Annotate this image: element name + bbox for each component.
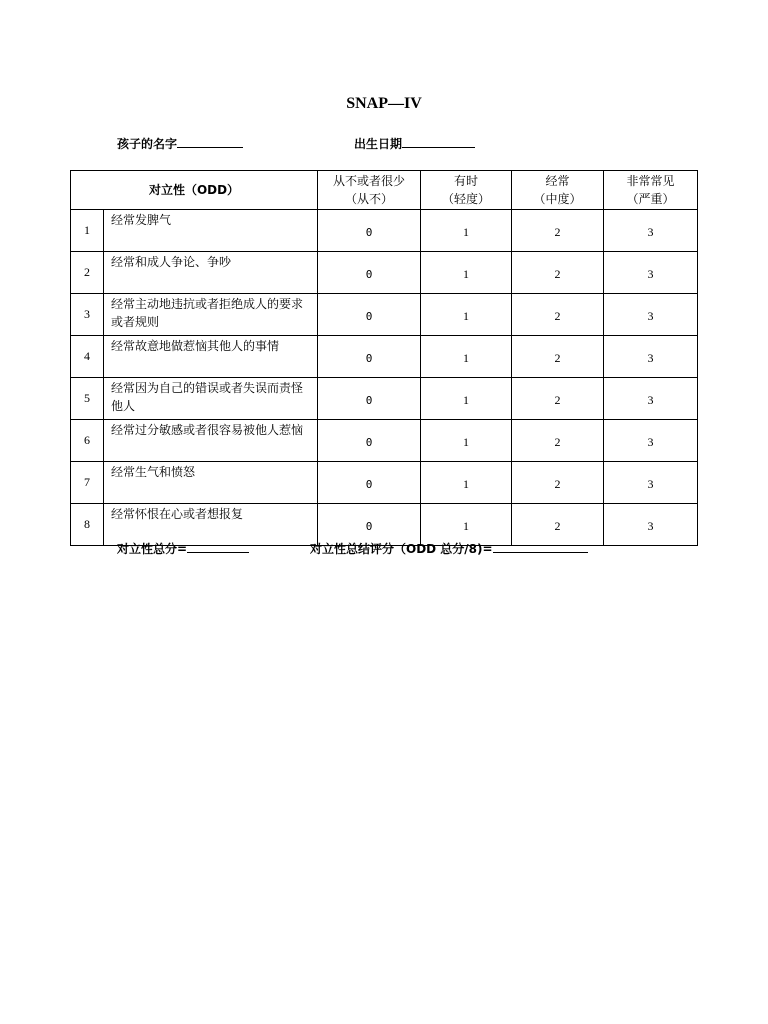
total-score-field[interactable] [117, 540, 249, 557]
item-number: 5 [71, 378, 104, 420]
score-option-1[interactable]: 1 [421, 504, 512, 546]
item-text: 经常故意地做惹恼其他人的事情 [104, 336, 318, 378]
table-row [71, 420, 698, 462]
score-option-3[interactable]: 3 [604, 462, 698, 504]
page-title: SNAP—IV [346, 95, 422, 112]
child-name-field[interactable] [117, 135, 243, 152]
score-option-1[interactable]: 1 [421, 252, 512, 294]
score-option-0[interactable]: 0 [318, 336, 421, 378]
summary-score-field[interactable] [310, 540, 588, 557]
column-header-very-often [604, 171, 698, 210]
score-option-0[interactable]: 0 [318, 462, 421, 504]
item-number: 7 [71, 462, 104, 504]
item-number: 6 [71, 420, 104, 462]
score-option-2[interactable]: 2 [512, 210, 604, 252]
column-header-line: 非常常见 [626, 174, 675, 188]
birth-date-field[interactable] [354, 135, 475, 152]
score-option-1[interactable]: 1 [421, 294, 512, 336]
child-name-blank[interactable] [177, 136, 243, 148]
score-option-0[interactable]: 0 [318, 252, 421, 294]
column-header-line: 经常 [545, 174, 570, 188]
birth-date-label: 出生日期 [354, 137, 403, 151]
item-text: 经常主动地违抗或者拒绝成人的要求或者规则 [104, 294, 318, 336]
total-score-label: 对立性总分= [117, 542, 188, 556]
score-option-0[interactable]: 0 [318, 294, 421, 336]
summary-score-blank[interactable] [493, 541, 588, 553]
score-option-3[interactable]: 3 [604, 210, 698, 252]
item-text: 经常怀恨在心或者想报复 [104, 504, 318, 546]
score-option-0[interactable]: 0 [318, 504, 421, 546]
score-option-2[interactable]: 2 [512, 378, 604, 420]
item-text: 经常和成人争论、争吵 [104, 252, 318, 294]
table-row [71, 294, 698, 336]
column-header-often [512, 171, 604, 210]
item-text: 经常因为自己的错误或者失误而责怪他人 [104, 378, 318, 420]
score-option-1[interactable]: 1 [421, 420, 512, 462]
table-header-row [71, 171, 698, 210]
table-row [71, 336, 698, 378]
column-header-sub: （轻度） [441, 192, 490, 206]
table-row [71, 378, 698, 420]
score-option-3[interactable]: 3 [604, 420, 698, 462]
score-option-3[interactable]: 3 [604, 378, 698, 420]
table-row [71, 252, 698, 294]
score-option-2[interactable]: 2 [512, 294, 604, 336]
item-number: 1 [71, 210, 104, 252]
score-option-2[interactable]: 2 [512, 336, 604, 378]
score-option-0[interactable]: 0 [318, 420, 421, 462]
child-name-label: 孩子的名字 [117, 137, 178, 151]
score-option-1[interactable]: 1 [421, 462, 512, 504]
table-row [71, 210, 698, 252]
score-option-1[interactable]: 1 [421, 336, 512, 378]
total-score-blank[interactable] [187, 541, 249, 553]
score-option-0[interactable]: 0 [318, 378, 421, 420]
birth-date-blank[interactable] [402, 136, 475, 148]
column-header-line: 有时 [453, 174, 478, 188]
table-row [71, 462, 698, 504]
item-number: 3 [71, 294, 104, 336]
odd-rating-table [70, 170, 698, 546]
score-option-1[interactable]: 1 [421, 378, 512, 420]
column-header-sub: （严重） [626, 192, 675, 206]
score-option-2[interactable]: 2 [512, 252, 604, 294]
score-option-2[interactable]: 2 [512, 462, 604, 504]
score-option-2[interactable]: 2 [512, 420, 604, 462]
column-header-sub: （中度） [533, 192, 582, 206]
item-number: 2 [71, 252, 104, 294]
summary-score-label: 对立性总结评分（ODD 总分/8)= [310, 542, 493, 556]
column-header-sub: （从不） [344, 192, 393, 206]
score-option-1[interactable]: 1 [421, 210, 512, 252]
column-header-line: 从不或者很少 [332, 174, 405, 188]
item-text: 经常生气和愤怒 [104, 462, 318, 504]
item-number: 4 [71, 336, 104, 378]
column-header-sometimes [421, 171, 512, 210]
item-text: 经常发脾气 [104, 210, 318, 252]
score-option-3[interactable]: 3 [604, 336, 698, 378]
score-option-3[interactable]: 3 [604, 252, 698, 294]
item-text: 经常过分敏感或者很容易被他人惹恼 [104, 420, 318, 462]
section-label: 对立性（ODD） [71, 171, 318, 210]
score-option-0[interactable]: 0 [318, 210, 421, 252]
item-number: 8 [71, 504, 104, 546]
score-option-3[interactable]: 3 [604, 294, 698, 336]
score-option-2[interactable]: 2 [512, 504, 604, 546]
column-header-never [318, 171, 421, 210]
score-option-3[interactable]: 3 [604, 504, 698, 546]
